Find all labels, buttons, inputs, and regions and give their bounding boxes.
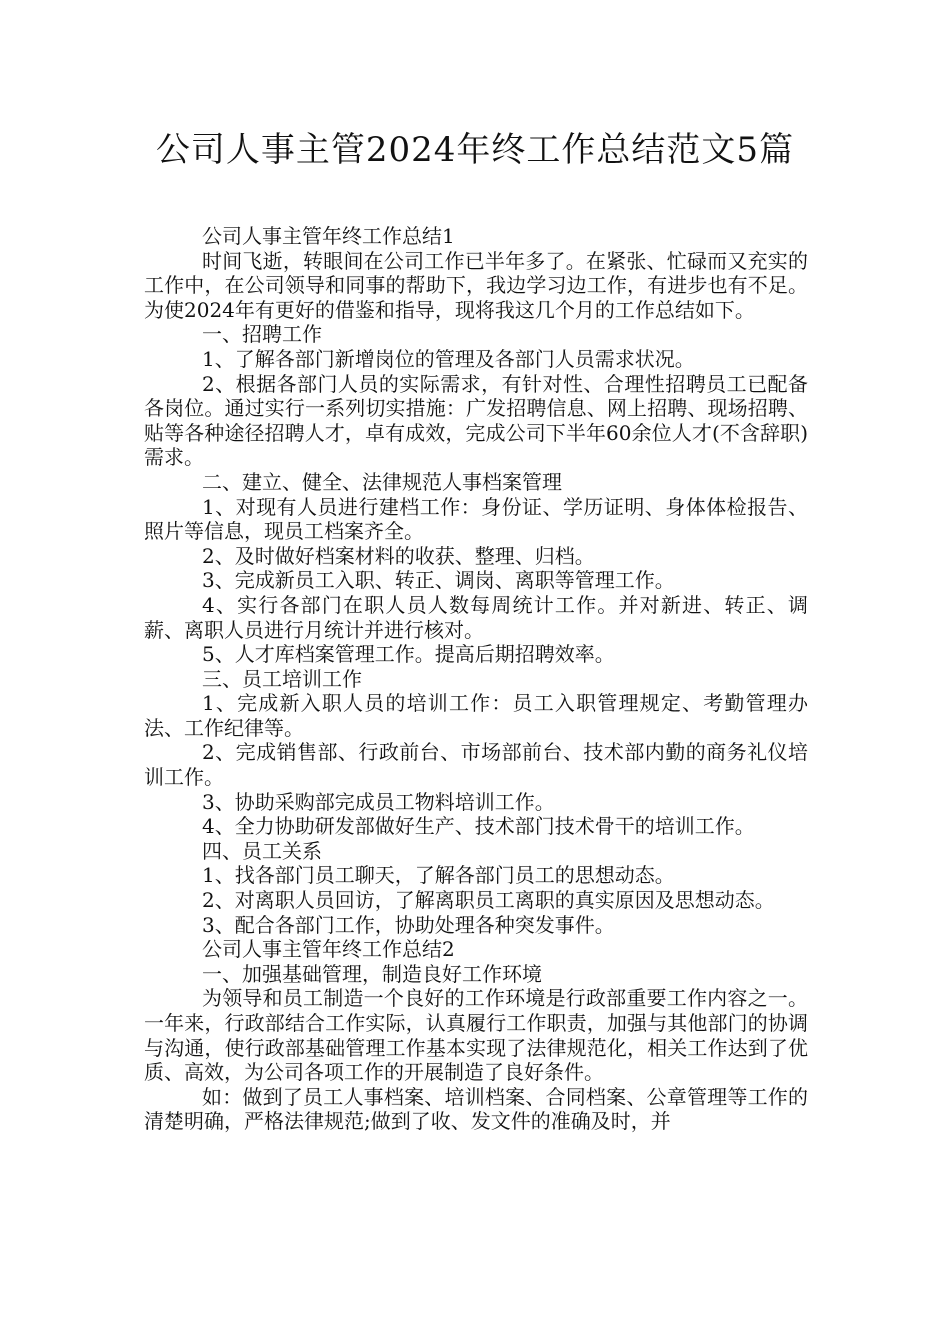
- paragraph: 4、全力协助研发部做好生产、技术部门技术骨干的培训工作。: [202, 814, 755, 839]
- paragraph: 2、根据各部门人员的实际需求，有针对性、合理性招聘员工已配备各岗位。通过实行一系列切实措施：广发招聘信息、网上招聘、现场招聘、贴等各种途径招聘人才，卓有成效，完成公司下半年60余位人才(不含辞职)需求。: [144, 371, 808, 470]
- paragraph: 2、对离职人员回访，了解离职员工离职的真实原因及思想动态。: [202, 888, 775, 913]
- paragraph: 4、实行各部门在职人员人数每周统计工作。并对新进、转正、调薪、离职人员进行月统计并进行核对。: [144, 592, 808, 642]
- paragraph-subheading: 一、加强基础管理，制造良好工作环境: [202, 961, 542, 986]
- paragraph: 3、完成新员工入职、转正、调岗、离职等管理工作。: [202, 568, 675, 593]
- paragraph-section-heading: 公司人事主管年终工作总结1: [202, 224, 455, 248]
- paragraph: 时间飞逝，转眼间在公司工作已半年多了。在紧张、忙碌而又充实的工作中，在公司领导和同事的帮助下，我边学习边工作，有进步也有不足。为使2024年有更好的借鉴和指导，现将我这几个月的工作总结如下。: [144, 248, 808, 322]
- paragraph: 2、完成销售部、行政前台、市场部前台、技术部内勤的商务礼仪培训工作。: [144, 740, 808, 790]
- paragraph: 3、协助采购部完成员工物料培训工作。: [202, 789, 555, 814]
- paragraph-subheading: 二、建立、健全、法律规范人事档案管理: [202, 469, 562, 494]
- paragraph: 1、完成新入职人员的培训工作：员工入职管理规定、考勤管理办法、工作纪律等。: [144, 691, 808, 740]
- paragraph-subheading: 四、员工关系: [202, 838, 322, 863]
- paragraph: 1、对现有人员进行建档工作：身份证、学历证明、身体体检报告、照片等信息，现员工档案齐全。: [144, 494, 808, 544]
- paragraph: 如：做到了员工人事档案、培训档案、合同档案、公章管理等工作的清楚明确，严格法律规范;做到了收、发文件的准确及时，并: [144, 1084, 808, 1134]
- paragraph: 为领导和员工制造一个良好的工作环境是行政部重要工作内容之一。一年来，行政部结合工作实际，认真履行工作职责，加强与其他部门的协调与沟通，使行政部基础管理工作基本实现了法律规范化，相关工作达到了优质、高效，为公司各项工作的开展制造了良好条件。: [144, 986, 808, 1085]
- paragraph: 1、了解各部门新增岗位的管理及各部门人员需求状况。: [202, 346, 695, 371]
- paragraph-section-heading: 公司人事主管年终工作总结2: [202, 937, 455, 962]
- document-title: 公司人事主管2024年终工作总结范文5篇: [155, 130, 795, 170]
- document-body: [144, 224, 808, 1134]
- paragraph: 1、找各部门员工聊天，了解各部门员工的思想动态。: [202, 863, 675, 888]
- paragraph: 3、配合各部门工作，协助处理各种突发事件。: [202, 912, 615, 937]
- paragraph-subheading: 三、员工培训工作: [202, 666, 362, 691]
- paragraph: 2、及时做好档案材料的收获、整理、归档。: [202, 543, 595, 568]
- paragraph: 5、人才库档案管理工作。提高后期招聘效率。: [202, 642, 615, 667]
- paragraph-subheading: 一、招聘工作: [202, 322, 322, 347]
